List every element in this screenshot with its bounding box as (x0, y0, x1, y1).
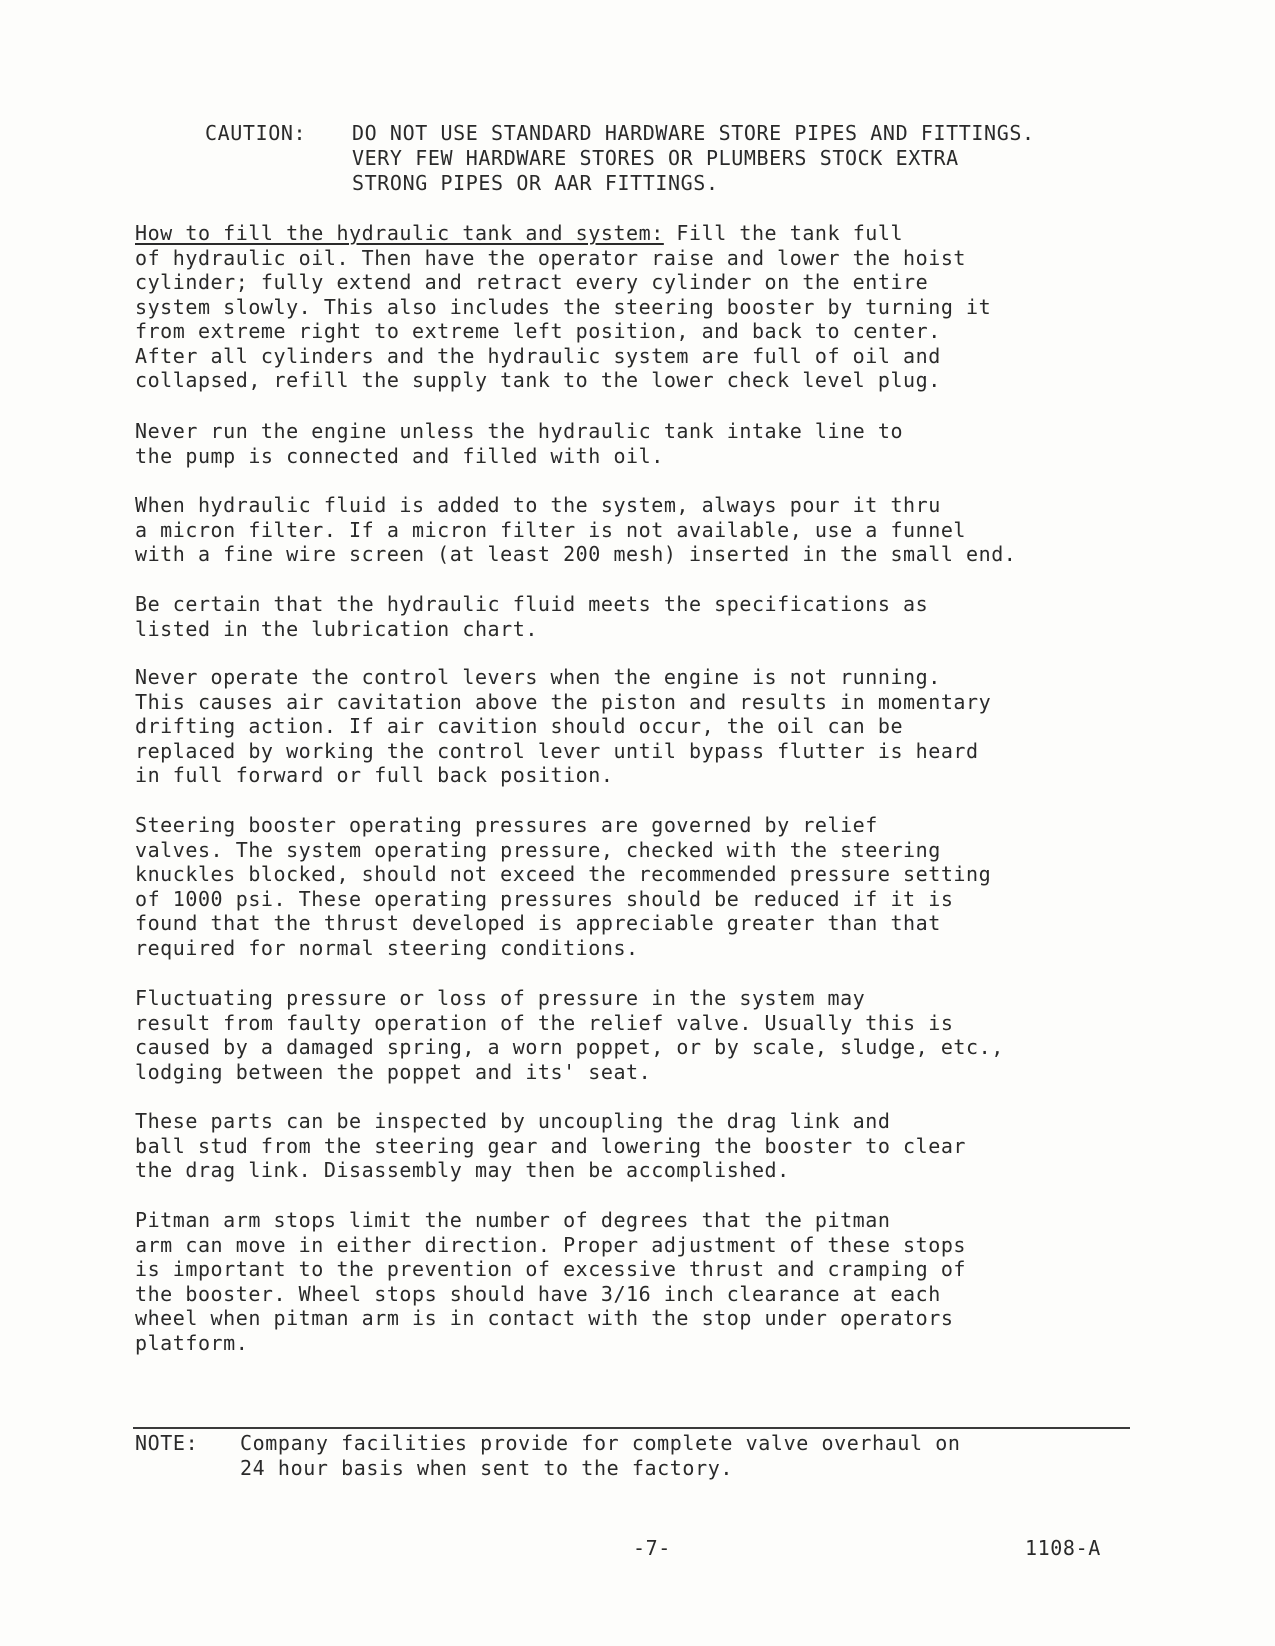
document-code: 1108-A (1025, 1536, 1101, 1560)
note-line-2: 24 hour basis when sent to the factory. (240, 1456, 733, 1480)
caution-label: CAUTION: (205, 121, 307, 145)
paragraph-micron-filter: When hydraulic fluid is added to the system, always pour it thru a micron filter. If a micron filter is not available, use a funnel with a fine wire screen (at least 200 mesh) inserted in the small end. (135, 493, 1017, 566)
paragraph-fluid-specifications: Be certain that the hydraulic fluid meets the specifications as listed in the lubrication chart. (135, 592, 929, 641)
note-line-1: Company facilities provide for complete valve overhaul on (240, 1431, 961, 1455)
note-label: NOTE: (135, 1431, 199, 1455)
paragraph-fluctuating-pressure: Fluctuating pressure or loss of pressure in the system may result from faulty operation of the relief valve. Usually this is caused by a damaged spring, a worn poppet, or by scale, sludge, etc., lodging between the poppet and its' seat. (135, 986, 1004, 1084)
page-number: -7- (633, 1536, 671, 1560)
note-divider (133, 1427, 1130, 1429)
caution-line-2: VERY FEW HARDWARE STORES OR PLUMBERS STOCK EXTRA (352, 146, 959, 170)
fill-heading: How to fill the hydraulic tank and system: (135, 221, 664, 245)
paragraph-fill-hydraulic-tank (135, 221, 1145, 393)
caution-line-3: STRONG PIPES OR AAR FITTINGS. (352, 171, 719, 195)
paragraph-pitman-arm-stops: Pitman arm stops limit the number of degrees that the pitman arm can move in either direction. Proper adjustment of these stops is important to the prevention of excessive thrust and cramping of the booster. Wheel stops should have 3/16 inch clearance at each wheel when pitman arm is in contact with the stop under operators platform. (135, 1208, 967, 1355)
caution-line-1: DO NOT USE STANDARD HARDWARE STORE PIPES AND FITTINGS. (352, 121, 1035, 145)
fill-body: Fill the tank full of hydraulic oil. Then have the operator raise and lower the hoist cylinder; fully extend and retract every cylinder on the entire system slowly. This also includes the steering booster by turning it from extreme right to extreme left position, and back to center. After all cylinders and the hydraulic system are full of oil and collapsed, refill the supply tank to the lower check level plug. (135, 221, 992, 392)
paragraph-steering-booster-pressure: Steering booster operating pressures are governed by relief valves. The system operating pressure, checked with the steering knuckles blocked, should not exceed the recommended pressure setting of 1000 psi. These operating pressures should be reduced if it is found that the thrust developed is appreciable greater than that required for normal steering conditions. (135, 813, 992, 960)
paragraph-control-levers: Never operate the control levers when the engine is not running. This causes air cavitation above the piston and results in momentary drifting action. If air cavition should occur, the oil can be replaced by working the control lever until bypass flutter is heard in full forward or full back position. (135, 665, 992, 787)
paragraph-never-run-engine: Never run the engine unless the hydraulic tank intake line to the pump is connected and filled with oil. (135, 419, 904, 468)
paragraph-inspection: These parts can be inspected by uncoupling the drag link and ball stud from the steering gear and lowering the booster to clear the drag link. Disassembly may then be accomplished. (135, 1109, 967, 1182)
